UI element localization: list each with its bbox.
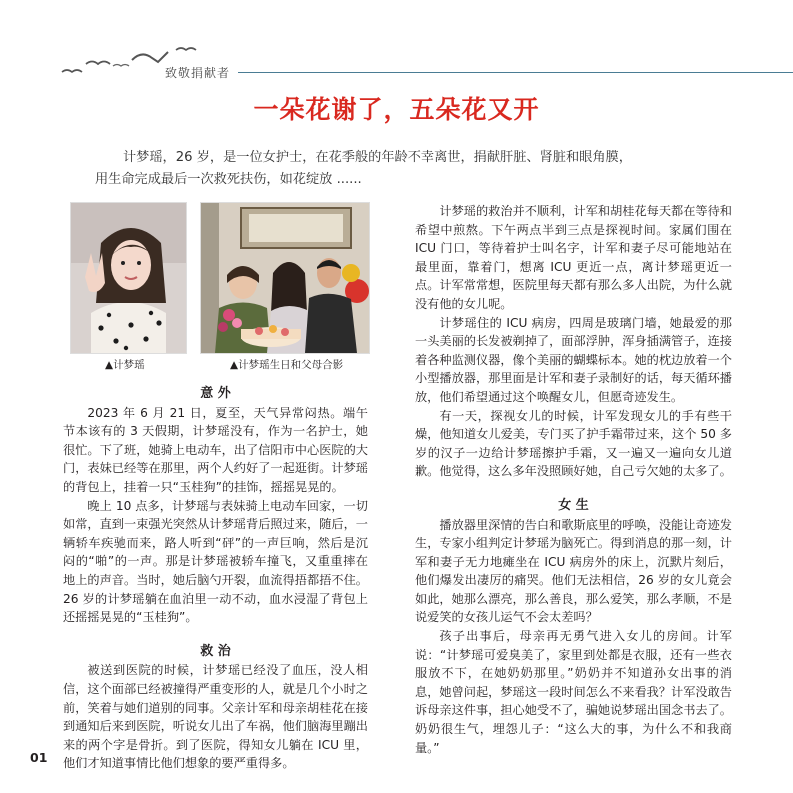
family-photo-caption: ▲计梦瑶生日和父母合影 xyxy=(230,359,344,371)
rescue-paragraph-text: 被送到医院的时候，计梦瑶已经没了血压，没人相信，这个面部已经被撞得严重变形的人，就是几个小时之前，笑着与她们道别的同事。父亲计军和母亲胡桂花在接到通知后来到医院，听说女儿出了车祸，他们脑海里蹦出来的两个字是骨折。到了医院，得知女儿躺在 ICU 里，他们才知道事情比他们想象的要严重得多。 xyxy=(63,663,368,771)
article-title: 一朵花谢了，五朵花又开 xyxy=(253,95,540,124)
body-paragraph: 计梦瑶的救治并不顺利，计军和胡桂花每天都在等待和希望中煎熬。下午两点半到三点是探视时间。家属们围在 ICU 门口，等待着护士叫名字，计军和妻子尽可能地站在最里面，靠着门，想离 ICU 更近一点，离计梦瑶更近一点。计军常常想，医院里每天都有那么多人出院，为什么就没有他的女儿呢。 xyxy=(415,204,732,311)
body-paragraph: 2023 年 6 月 21 日，夏至，天气异常闷热。端午节本该有的 3 天假期，计梦瑶没有，作为一名护士，她很忙。下了班，她骑上电动车，出了信阳市中心医院的大门，表妹已经等在那里，两个人约好了一起逛街。计梦瑶的背包上，挂着一只“玉桂狗”的挂饰，摇摇晃晃的。 xyxy=(63,405,368,494)
body-paragraph: 有一天，探视女儿的时候，计军发现女儿的手有些干燥，他知道女儿爱美，专门买了护手霜带过来，这个 50 多岁的汉子一边给计梦瑶擦护手霜，又一遍又一遍向女儿道歉。他觉得，这么多年没照顾好她，自己亏欠她的太多了。 xyxy=(415,408,732,479)
section-heading-rescue: 救 治 xyxy=(200,643,231,659)
section-heading-life: 女 生 xyxy=(558,497,589,513)
intro-line: 用生命完成最后一次救死扶伤，如花绽放 ...... xyxy=(95,172,362,187)
portrait-caption: ▲计梦瑶 xyxy=(105,359,145,371)
body-paragraph xyxy=(63,661,368,773)
section-label: 致敬捐献者 xyxy=(165,66,231,80)
body-paragraph: 计梦瑶住的 ICU 病房，四周是玻璃门墙，她最爱的那一头美丽的长发被剃掉了，面部浮肿，浑身插满管子，连接着各种监测仪器，像个美丽的蝴蝶标本。她的枕边放着一个小型播放器，那里面是计军和妻子录制好的话，每天循环播放，他们希望通过这个唤醒女儿，但愿奇迹发生。 xyxy=(415,315,732,404)
article-intro xyxy=(95,147,720,191)
section-heading-accident: 意 外 xyxy=(200,386,231,401)
header-divider xyxy=(238,72,793,73)
portrait-photo xyxy=(70,202,187,354)
page-number: 01 xyxy=(30,750,48,765)
body-paragraph: 孩子出事后，母亲再无勇气进入女儿的房间。计军说：“计梦瑶可爱臭美了，家里到处都是衣服，还有一些衣服放不下，在她奶奶那里。”奶奶并不知道孙女出事的消息，她曾问起，梦瑶这一段时间怎么不来看我？计军没敢告诉母亲这件事，担心她受不了，骗她说梦瑶出国念书去了。奶奶很生气，埋怨儿子：“这么大的事，为什么不和我商量。” xyxy=(415,629,732,755)
body-paragraph: 播放器里深情的告白和歌斯底里的呼唤，没能让奇迹发生，专家小组判定计梦瑶为脑死亡。得到消息的那一刻，计军和妻子无力地瘫坐在 ICU 病房外的床上，沉默片刻后，他们爆发出凄厉的痛哭。他们无法相信，26 岁的女儿竟会如此，她那么漂亮，那么善良，那么爱笑，那么孝顺，不是说爱笑的女孩儿运气不会太差吗？ xyxy=(415,517,732,625)
body-paragraph: 晚上 10 点多，计梦瑶与表妹骑上电动车回家，一切如常，直到一束强光突然从计梦瑶背后照过来，随后，一辆轿车疾驰而来，路人听到“砰”的一声巨响，然后是沉闷的“啪”的一声。那是计梦瑶被轿车撞飞，又重重摔在地上的声音。当时，她后脑勺开裂，血流得捂都捂不住。26 岁的计梦瑶躺在血泊里一动不动，血水浸湿了背包上还摇摇晃晃的“玉桂狗”。 xyxy=(63,498,368,625)
left-text-column xyxy=(63,385,368,773)
family-birthday-photo xyxy=(200,202,370,354)
intro-line: 计梦瑶，26 岁，是一位女护士，在花季般的年龄不幸离世，捐献肝脏、肾脏和眼角膜， xyxy=(123,150,632,165)
right-text-column xyxy=(415,202,732,757)
